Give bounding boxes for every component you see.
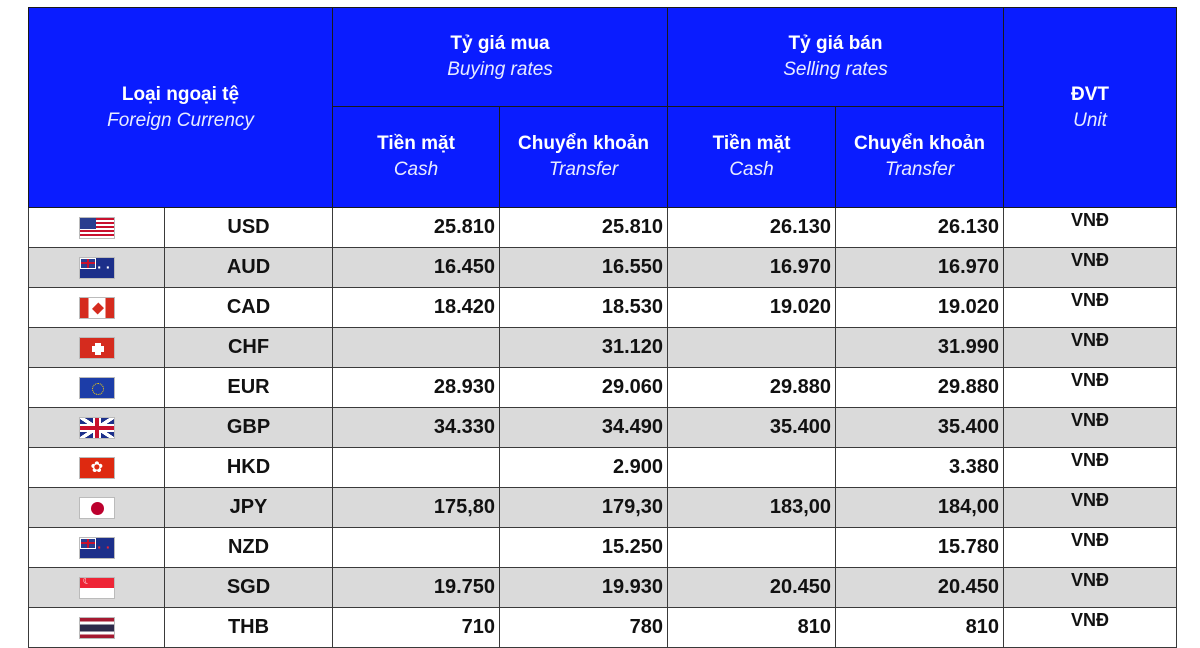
header-buy-cash-sub: Cash xyxy=(393,159,439,180)
table-row xyxy=(29,368,1177,408)
buy-cash-rate: 28.930 xyxy=(333,368,500,408)
flag-cell xyxy=(29,528,165,568)
buy-transfer-rate: 2.900 xyxy=(500,448,668,488)
header-buying-main: Tỷ giá mua xyxy=(450,33,550,54)
buy-transfer-rate: 19.930 xyxy=(500,568,668,608)
currency-code: AUD xyxy=(165,248,333,288)
sell-transfer-rate: 810 xyxy=(836,608,1004,648)
sell-transfer-rate: 26.130 xyxy=(836,208,1004,248)
flag-cell xyxy=(29,288,165,328)
gb-flag-icon xyxy=(79,417,115,439)
unit-cell: VNĐ xyxy=(1004,448,1177,488)
buy-transfer-rate: 15.250 xyxy=(500,528,668,568)
table-row xyxy=(29,208,1177,248)
flag-cell xyxy=(29,408,165,448)
header-currency-main: Loại ngoại tệ xyxy=(121,83,240,105)
unit-cell: VNĐ xyxy=(1004,248,1177,288)
unit-cell: VNĐ xyxy=(1004,488,1177,528)
sell-cash-rate xyxy=(668,448,836,488)
sell-transfer-rate: 16.970 xyxy=(836,248,1004,288)
table-row xyxy=(29,288,1177,328)
sell-cash-rate: 20.450 xyxy=(668,568,836,608)
buy-cash-rate: 18.420 xyxy=(333,288,500,328)
buy-cash-rate xyxy=(333,448,500,488)
sell-cash-rate: 35.400 xyxy=(668,408,836,448)
buy-transfer-rate: 780 xyxy=(500,608,668,648)
buy-transfer-rate: 16.550 xyxy=(500,248,668,288)
header-buy-cash-main: Tiền mặt xyxy=(377,133,455,154)
header-sell-cash-main: Tiền mặt xyxy=(712,133,791,154)
sell-cash-rate: 183,00 xyxy=(668,488,836,528)
buy-transfer-rate: 179,30 xyxy=(500,488,668,528)
currency-code: USD xyxy=(165,208,333,248)
unit-cell: VNĐ xyxy=(1004,208,1177,248)
sell-transfer-rate: 20.450 xyxy=(836,568,1004,608)
buy-cash-rate: 175,80 xyxy=(333,488,500,528)
table-row xyxy=(29,408,1177,448)
us-flag-icon xyxy=(79,217,115,239)
jp-flag-icon xyxy=(79,497,115,519)
table-row xyxy=(29,448,1177,488)
currency-code: NZD xyxy=(165,528,333,568)
buy-cash-rate xyxy=(333,528,500,568)
sell-cash-rate: 810 xyxy=(668,608,836,648)
header-buy-transfer-main: Chuyển khoản xyxy=(518,133,649,154)
sell-cash-rate: 19.020 xyxy=(668,288,836,328)
currency-code: THB xyxy=(165,608,333,648)
buy-transfer-rate: 31.120 xyxy=(500,328,668,368)
sell-transfer-rate: 3.380 xyxy=(836,448,1004,488)
header-currency-sub: Foreign Currency xyxy=(107,109,254,131)
table-row xyxy=(29,248,1177,288)
unit-cell: VNĐ xyxy=(1004,568,1177,608)
unit-cell: VNĐ xyxy=(1004,408,1177,448)
flag-cell xyxy=(29,488,165,528)
header-sell-transfer-main: Chuyển khoản xyxy=(854,133,985,154)
sell-transfer-rate: 29.880 xyxy=(836,368,1004,408)
header-buying-sub: Buying rates xyxy=(447,59,553,80)
unit-cell: VNĐ xyxy=(1004,368,1177,408)
sell-cash-rate xyxy=(668,528,836,568)
sell-cash-rate: 16.970 xyxy=(668,248,836,288)
eu-flag-icon xyxy=(79,377,115,399)
flag-cell xyxy=(29,208,165,248)
buy-cash-rate: 710 xyxy=(333,608,500,648)
sell-transfer-rate: 15.780 xyxy=(836,528,1004,568)
unit-cell: VNĐ xyxy=(1004,288,1177,328)
header-selling xyxy=(668,8,1004,107)
sell-transfer-rate: 35.400 xyxy=(836,408,1004,448)
table-row xyxy=(29,568,1177,608)
sell-cash-rate: 29.880 xyxy=(668,368,836,408)
table-row xyxy=(29,328,1177,368)
currency-code: HKD xyxy=(165,448,333,488)
header-sell-cash-sub: Cash xyxy=(729,159,774,180)
unit-cell: VNĐ xyxy=(1004,528,1177,568)
header-buy-transfer xyxy=(500,107,668,208)
table-row xyxy=(29,488,1177,528)
buy-cash-rate: 16.450 xyxy=(333,248,500,288)
header-sell-transfer-sub: Transfer xyxy=(884,159,955,180)
header-unit-main: ĐVT xyxy=(1071,83,1109,105)
flag-cell xyxy=(29,448,165,488)
currency-code: GBP xyxy=(165,408,333,448)
buy-transfer-rate: 18.530 xyxy=(500,288,668,328)
sg-flag-icon xyxy=(79,577,115,599)
buy-transfer-rate: 25.810 xyxy=(500,208,668,248)
currency-code: CHF xyxy=(165,328,333,368)
exchange-rate-table-container xyxy=(28,7,1176,648)
flag-cell xyxy=(29,328,165,368)
sell-transfer-rate: 184,00 xyxy=(836,488,1004,528)
sell-transfer-rate: 19.020 xyxy=(836,288,1004,328)
ch-flag-icon xyxy=(79,337,115,359)
buy-transfer-rate: 29.060 xyxy=(500,368,668,408)
sell-cash-rate: 26.130 xyxy=(668,208,836,248)
header-sell-cash xyxy=(668,107,836,208)
exchange-rate-table xyxy=(28,7,1177,648)
nz-flag-icon xyxy=(79,537,115,559)
buy-cash-rate: 34.330 xyxy=(333,408,500,448)
header-buy-transfer-sub: Transfer xyxy=(548,159,619,180)
header-currency xyxy=(29,8,333,208)
header-unit xyxy=(1004,8,1177,208)
currency-code: SGD xyxy=(165,568,333,608)
currency-code: JPY xyxy=(165,488,333,528)
sell-cash-rate xyxy=(668,328,836,368)
buy-cash-rate: 19.750 xyxy=(333,568,500,608)
table-row xyxy=(29,528,1177,568)
flag-cell xyxy=(29,368,165,408)
flag-cell xyxy=(29,248,165,288)
unit-cell: VNĐ xyxy=(1004,608,1177,648)
header-sell-transfer xyxy=(836,107,1004,208)
header-buying xyxy=(333,8,668,107)
sell-transfer-rate: 31.990 xyxy=(836,328,1004,368)
header-selling-main: Tỷ giá bán xyxy=(788,33,883,54)
buy-cash-rate: 25.810 xyxy=(333,208,500,248)
buy-transfer-rate: 34.490 xyxy=(500,408,668,448)
header-unit-sub: Unit xyxy=(1073,109,1107,131)
flag-cell xyxy=(29,568,165,608)
header-buy-cash xyxy=(333,107,500,208)
header-selling-sub: Selling rates xyxy=(783,59,888,80)
unit-cell: VNĐ xyxy=(1004,328,1177,368)
buy-cash-rate xyxy=(333,328,500,368)
currency-code: EUR xyxy=(165,368,333,408)
ca-flag-icon xyxy=(79,297,115,319)
currency-code: CAD xyxy=(165,288,333,328)
hk-flag-icon xyxy=(79,457,115,479)
au-flag-icon xyxy=(79,257,115,279)
